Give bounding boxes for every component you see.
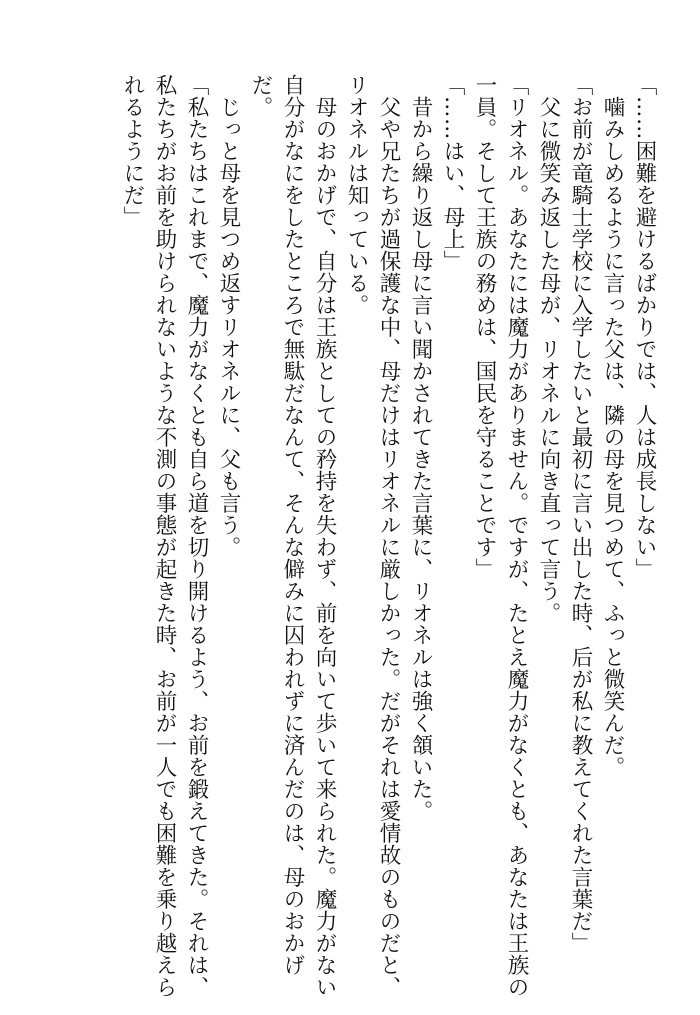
text-line-16: 私たちがお前を助けられないような不測の事態が起きた時、お前が一人でも困難を乗り越えら <box>152 74 177 998</box>
text-line-5: 「リオネル。あなたには魔力がありません。ですが、たとえ魔力がなくとも、あなたは王族の <box>504 74 529 998</box>
text-line-10: リオネルは知っている。 <box>344 74 369 316</box>
text-line-2: 噛みしめるように言った父は、隣の母を見つめて、ふっと微笑んだ。 <box>600 74 625 778</box>
text-line-9: 父や兄たちが過保護な中、母だけはリオネルに厳しかった。だがそれは愛情故のものだと、 <box>376 74 401 998</box>
text-line-1: 「……困難を避けるばかりでは、人は成長しない」 <box>632 74 657 580</box>
text-line-13: だ。 <box>248 74 273 118</box>
text-line-17: れるようにだ」 <box>120 74 145 228</box>
text-line-4: 父に微笑み返した母が、リオネルに向き直って言う。 <box>536 74 561 624</box>
text-line-14: じっと母を見つめ返すリオネルに、父も言う。 <box>216 74 241 558</box>
text-line-15: 「私たちはこれまで、魔力がなくとも自ら道を切り開けるよう、お前を鍛えてきた。それは、 <box>184 74 209 998</box>
text-line-12: 自分がなにをしたところで無駄だなんて、そんな僻みに囚われずに済んだのは、母のおかげ <box>280 74 305 976</box>
text-line-8: 昔から繰り返し母に言い聞かされてきた言葉に、リオネルは強く頷いた。 <box>408 74 433 822</box>
text-line-7: 「……はい、母上」 <box>440 74 465 272</box>
text-line-11: 母のおかげで、自分は王族としての矜持を失わず、前を向いて歩いて来られた。魔力がない <box>312 74 337 998</box>
text-line-3: 「お前が竜騎士学校に入学したいと最初に言い出した時、后が私に教えてくれた言葉だ」 <box>568 74 593 954</box>
text-line-6: 一員。そして王族の務めは、国民を守ることです」 <box>472 74 497 580</box>
